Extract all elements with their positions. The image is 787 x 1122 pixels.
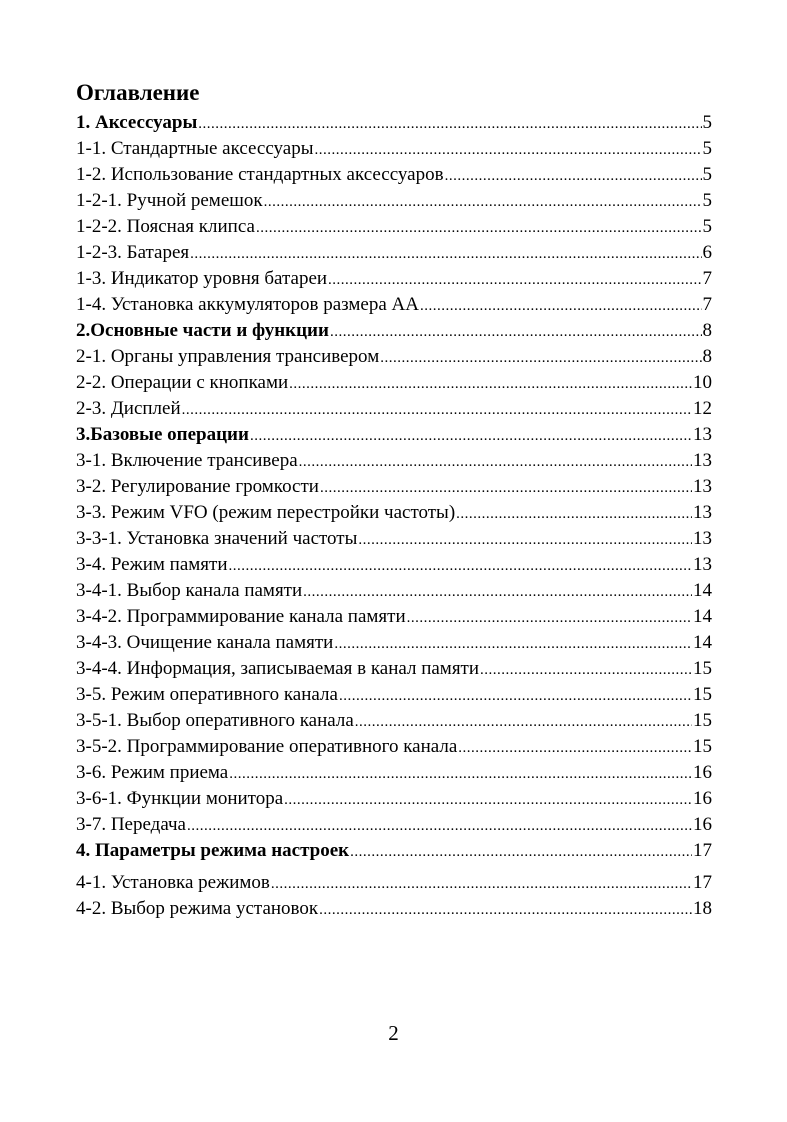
- toc-entry[interactable]: [76, 422, 712, 448]
- toc-entry[interactable]: [76, 396, 712, 422]
- toc-entry[interactable]: [76, 110, 712, 136]
- toc-entry[interactable]: [76, 552, 712, 578]
- toc-entry-page: 5: [702, 112, 712, 133]
- toc-dot-leader: [182, 397, 692, 423]
- toc-entry-title: 3-4-2. Программирование канала памяти: [76, 606, 406, 627]
- toc-entry-page: 14: [693, 580, 712, 601]
- toc-entry-page: 5: [702, 164, 712, 185]
- toc-entry-page: 13: [693, 424, 712, 445]
- toc-entry[interactable]: [76, 370, 712, 396]
- toc-list: [76, 110, 712, 922]
- toc-entry-title: 2-3. Дисплей: [76, 398, 181, 419]
- toc-entry-page: 13: [693, 528, 712, 549]
- toc-entry-title: 3-4. Режим памяти: [76, 554, 228, 575]
- toc-dot-leader: [228, 553, 692, 579]
- toc-entry-page: 17: [693, 840, 712, 861]
- toc-entry[interactable]: [76, 240, 712, 266]
- toc-entry-title: 1. Аксессуары: [76, 112, 198, 133]
- toc-dot-leader: [256, 215, 702, 241]
- toc-title: Оглавление: [76, 80, 200, 105]
- toc-entry-page: 14: [693, 632, 712, 653]
- toc-dot-leader: [198, 111, 701, 137]
- toc-entry-title: 2-2. Операции с кнопками: [76, 372, 289, 393]
- toc-entry[interactable]: [76, 214, 712, 240]
- toc-entry[interactable]: [76, 474, 712, 500]
- toc-entry-page: 15: [693, 736, 712, 757]
- toc-entry-title: 3-6. Режим приема: [76, 762, 229, 783]
- toc-entry-title: 3-2. Регулирование громкости: [76, 476, 319, 497]
- toc-dot-leader: [350, 839, 692, 865]
- toc-entry[interactable]: [76, 578, 712, 604]
- toc-entry-page: 13: [693, 554, 712, 575]
- toc-dot-leader: [380, 345, 701, 371]
- toc-dot-leader: [187, 813, 692, 839]
- toc-dot-leader: [480, 657, 692, 683]
- toc-entry-title: 2.Основные части и функции: [76, 320, 329, 341]
- toc-entry-title: 3-5. Режим оперативного канала: [76, 684, 338, 705]
- toc-entry-page: 10: [693, 372, 712, 393]
- toc-entry[interactable]: [76, 604, 712, 630]
- toc-entry-title: 1-4. Установка аккумуляторов размера АА: [76, 294, 419, 315]
- toc-entry[interactable]: [76, 318, 712, 344]
- toc-entry[interactable]: [76, 344, 712, 370]
- toc-entry[interactable]: [76, 136, 712, 162]
- toc-entry-title: 3-3-1. Установка значений частоты: [76, 528, 358, 549]
- toc-entry-page: 6: [702, 242, 712, 263]
- toc-entry[interactable]: [76, 812, 712, 838]
- toc-entry[interactable]: [76, 760, 712, 786]
- toc-entry-title: 3-5-1. Выбор оперативного канала: [76, 710, 354, 731]
- toc-entry[interactable]: [76, 188, 712, 214]
- toc-dot-leader: [319, 897, 692, 923]
- toc-entry-title: 3.Базовые операции: [76, 424, 249, 445]
- toc-entry-title: 1-1. Стандартные аксессуары: [76, 138, 314, 159]
- toc-entry-page: 5: [702, 216, 712, 237]
- toc-dot-leader: [339, 683, 692, 709]
- toc-entry[interactable]: [76, 734, 712, 760]
- toc-entry[interactable]: [76, 838, 712, 864]
- toc-entry-title: 3-3. Режим VFO (режим перестройки частоты): [76, 502, 456, 523]
- toc-entry-title: 1-2-2. Поясная клипса: [76, 216, 255, 237]
- toc-entry-title: 1-2-3. Батарея: [76, 242, 190, 263]
- toc-dot-leader: [355, 709, 692, 735]
- toc-entry-title: 3-5-2. Программирование оперативного канала: [76, 736, 458, 757]
- toc-entry[interactable]: [76, 786, 712, 812]
- toc-dot-leader: [320, 475, 692, 501]
- toc-entry-title: 4-1. Установка режимов: [76, 872, 270, 893]
- toc-entry-title: 4-2. Выбор режима установок: [76, 898, 319, 919]
- toc-dot-leader: [250, 423, 692, 449]
- toc-entry-page: 13: [693, 450, 712, 471]
- toc-entry-title: 3-1. Включение трансивера: [76, 450, 298, 471]
- toc-entry-page: 5: [702, 138, 712, 159]
- toc-entry-page: 15: [693, 684, 712, 705]
- toc-entry-page: 15: [693, 658, 712, 679]
- toc-dot-leader: [264, 189, 702, 215]
- toc-dot-leader: [284, 787, 692, 813]
- toc-dot-leader: [299, 449, 692, 475]
- toc-entry-page: 13: [693, 476, 712, 497]
- toc-entry-page: 16: [693, 762, 712, 783]
- toc-dot-leader: [328, 267, 701, 293]
- toc-dot-leader: [334, 631, 692, 657]
- toc-entry-title: 3-4-4. Информация, записываемая в канал памяти: [76, 658, 480, 679]
- page-number: 2: [388, 1021, 399, 1045]
- toc-entry[interactable]: [76, 292, 712, 318]
- toc-dot-leader: [458, 735, 692, 761]
- toc-entry[interactable]: [76, 630, 712, 656]
- toc-entry-page: 7: [702, 294, 712, 315]
- toc-entry[interactable]: [76, 656, 712, 682]
- toc-dot-leader: [303, 579, 692, 605]
- toc-entry-page: 5: [702, 190, 712, 211]
- toc-entry[interactable]: [76, 896, 712, 922]
- toc-entry-title: 4. Параметры режима настроек: [76, 840, 350, 861]
- toc-dot-leader: [314, 137, 701, 163]
- toc-dot-leader: [358, 527, 692, 553]
- toc-entry-page: 7: [702, 268, 712, 289]
- toc-entry-page: 16: [693, 814, 712, 835]
- toc-dot-leader: [330, 319, 702, 345]
- toc-dot-leader: [190, 241, 701, 267]
- toc-entry-page: 13: [693, 502, 712, 523]
- toc-entry-title: 1-2-1. Ручной ремешок: [76, 190, 263, 211]
- toc-dot-leader: [271, 871, 692, 897]
- toc-entry-page: 12: [693, 398, 712, 419]
- toc-entry-title: 1-2. Использование стандартных аксессуаров: [76, 164, 444, 185]
- toc-entry-page: 16: [693, 788, 712, 809]
- toc-dot-leader: [407, 605, 692, 631]
- toc-entry-page: 17: [693, 872, 712, 893]
- toc-entry[interactable]: [76, 870, 712, 896]
- toc-entry-title: 3-4-3. Очищение канала памяти: [76, 632, 334, 653]
- toc-entry[interactable]: [76, 266, 712, 292]
- toc-entry-title: 1-3. Индикатор уровня батареи: [76, 268, 328, 289]
- toc-dot-leader: [445, 163, 702, 189]
- toc-entry[interactable]: [76, 708, 712, 734]
- toc-entry[interactable]: [76, 162, 712, 188]
- toc-entry-page: 8: [702, 320, 712, 341]
- toc-dot-leader: [420, 293, 702, 319]
- toc-entry-title: 3-7. Передача: [76, 814, 186, 835]
- toc-entry[interactable]: [76, 500, 712, 526]
- toc-entry-title: 3-4-1. Выбор канала памяти: [76, 580, 303, 601]
- toc-entry[interactable]: [76, 682, 712, 708]
- toc-entry-title: 2-1. Органы управления трансивером: [76, 346, 380, 367]
- toc-dot-leader: [229, 761, 692, 787]
- toc-entry-title: 3-6-1. Функции монитора: [76, 788, 284, 809]
- toc-entry-page: 8: [702, 346, 712, 367]
- toc-entry[interactable]: [76, 448, 712, 474]
- toc-entry[interactable]: [76, 526, 712, 552]
- toc-entry-page: 18: [693, 898, 712, 919]
- toc-dot-leader: [456, 501, 692, 527]
- toc-entry-page: 14: [693, 606, 712, 627]
- toc-entry-page: 15: [693, 710, 712, 731]
- toc-dot-leader: [289, 371, 692, 397]
